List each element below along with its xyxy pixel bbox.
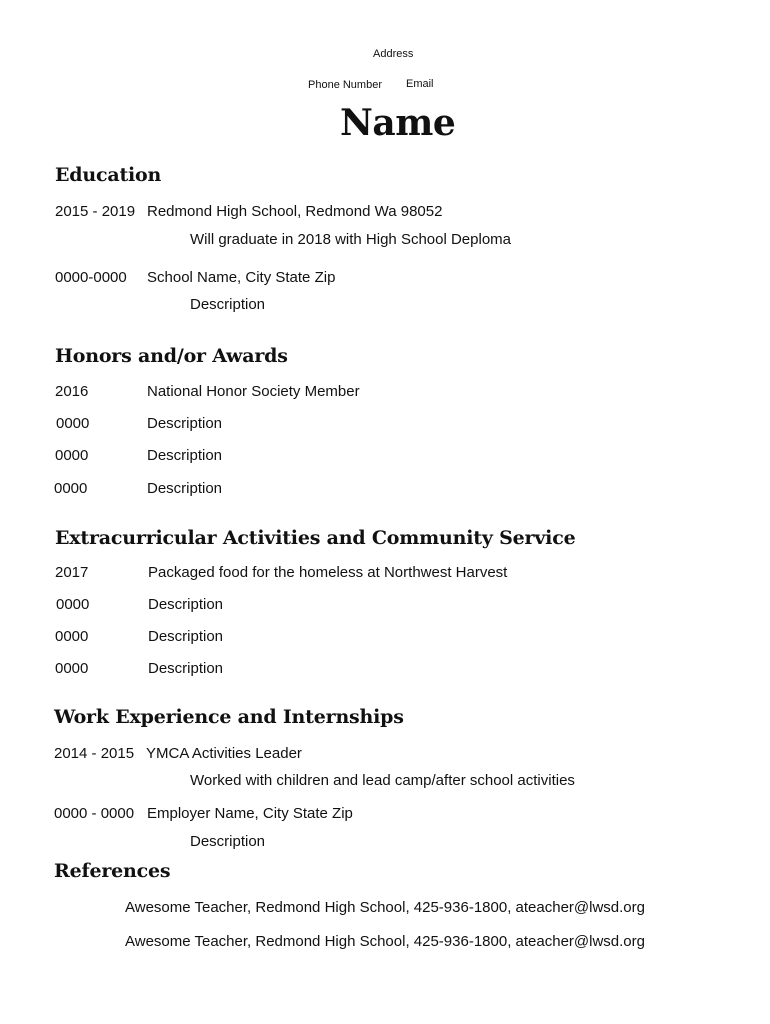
honors-date: 0000 (56, 415, 90, 432)
honors-text: Description (147, 447, 223, 464)
activities-text: Description (148, 596, 224, 613)
work-date: 0000 - 0000 (54, 805, 135, 822)
education-description: Will graduate in 2018 with High School Deploma (190, 231, 512, 248)
work-role: Employer Name, City State Zip (147, 805, 353, 822)
activities-text: Description (148, 660, 224, 677)
work-description: Description (190, 833, 266, 850)
work-description: Worked with children and lead camp/after school activities (190, 772, 575, 789)
education-school: Redmond High School, Redmond Wa 98052 (147, 203, 443, 220)
honors-date: 0000 (54, 480, 88, 497)
activities-date: 0000 (55, 660, 89, 677)
resume-name: Name (340, 102, 456, 144)
activities-date: 2017 (55, 564, 89, 581)
email-text: Email (406, 78, 434, 90)
education-date: 2015 - 2019 (55, 203, 136, 220)
honors-text: Description (147, 480, 223, 497)
work-date: 2014 - 2015 (54, 745, 135, 762)
work-heading: Work Experience and Internships (54, 706, 404, 728)
work-role: YMCA Activities Leader (146, 745, 302, 762)
activities-date: 0000 (55, 628, 89, 645)
activities-date: 0000 (56, 596, 90, 613)
education-date: 0000-0000 (55, 269, 127, 286)
address-text: Address (373, 48, 414, 60)
education-heading: Education (55, 164, 162, 186)
reference-item: Awesome Teacher, Redmond High School, 425-936-1800, ateacher@lwsd.org (125, 899, 645, 916)
education-school: School Name, City State Zip (147, 269, 336, 286)
honors-heading: Honors and/or Awards (55, 345, 288, 367)
activities-heading: Extracurricular Activities and Community Service (55, 527, 576, 549)
reference-item: Awesome Teacher, Redmond High School, 425-936-1800, ateacher@lwsd.org (125, 933, 645, 950)
education-description: Description (190, 296, 266, 313)
phone-text: Phone Number (308, 79, 382, 91)
honors-date: 2016 (55, 383, 89, 400)
honors-text: National Honor Society Member (147, 383, 360, 400)
honors-text: Description (147, 415, 223, 432)
honors-date: 0000 (55, 447, 89, 464)
activities-text: Packaged food for the homeless at Northwest Harvest (148, 564, 508, 581)
activities-text: Description (148, 628, 224, 645)
references-heading: References (54, 860, 171, 882)
